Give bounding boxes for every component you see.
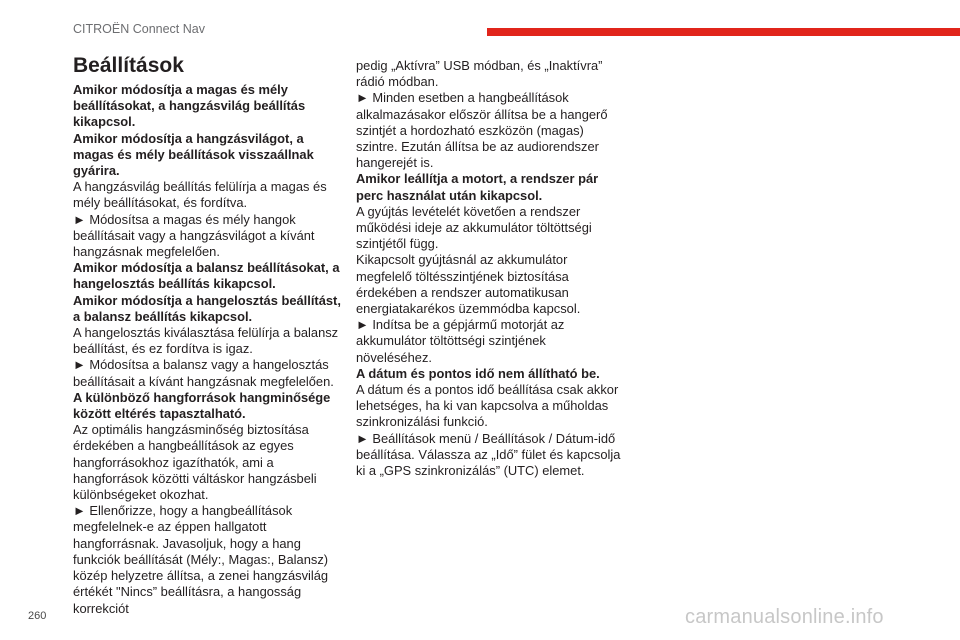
paragraph: ► Módosítsa a magas és mély hangok beállításait vagy a hangzásvilágot a kívánt hangzásnak megfelelően. [73, 211, 315, 260]
paragraph: Kikapcsolt gyújtásnál az akkumulátor megfelelő töltésszintjének biztosítása érdekében a rendszer automatikusan energiatakarékos üzemmódba kapcsol. [356, 252, 581, 317]
paragraph: ► Módosítsa a balansz vagy a hangelosztás beállításait a kívánt hangzásnak megfelelően. [73, 357, 334, 389]
left-column [73, 82, 341, 617]
bold-paragraph: A dátum és pontos idő nem állítható be. [356, 365, 600, 381]
bold-paragraph: Amikor módosítja a magas és mély beállításokat, a hangzásvilág beállítás kikapcsol. [73, 82, 306, 130]
paragraph: ► Ellenőrizze, hogy a hangbeállítások megfelelnek-e az éppen hallgatott hangforrásnak. Javasoljuk, hogy a hang funkciók beállítását (Mély:, Magas:, Balansz) közép helyzetre állítsa, a zenei hangzásvilág értékét "Nincs” beállításra, a hangosság korrekciót [73, 503, 329, 616]
bold-paragraph: Amikor módosítja a balansz beállításokat, a hangelosztás beállítás kikapcsol. [73, 260, 340, 292]
header-title: CITROËN Connect Nav [73, 22, 205, 36]
bold-paragraph: Amikor módosítja a hangelosztás beállítást, a balansz beállítás kikapcsol. [73, 292, 341, 324]
page-number: 260 [28, 610, 47, 622]
bold-paragraph: Amikor módosítja a hangzásvilágot, a magas és mély beállítások visszaállnak gyárira. [73, 130, 314, 179]
bold-paragraph: A különböző hangforrások hangminősége között eltérés tapasztalható. [73, 389, 331, 422]
paragraph: A gyújtás levételét követően a rendszer működési ideje az akkumulátor töltöttségi szintjétől függ. [356, 203, 592, 252]
paragraph: A dátum és a pontos idő beállítása csak akkor lehetséges, ha ki van kapcsolva a műholdas szinkronizálási funkció. [356, 382, 619, 430]
paragraph: ► Beállítások menü / Beállítások / Dátum-idő beállítása. Válassza az „Idő” fület és kapcsolja ki a „GPS szinkronizálás” (UTC) elemet. [356, 430, 621, 479]
paragraph: ► Indítsa be a gépjármű motorját az akkumulátor töltöttségi szintjének növeléséhez. [356, 317, 565, 365]
section-title: Beállítások [73, 54, 184, 77]
paragraph: Az optimális hangzásminőség biztosítása érdekében a hangbeállítások az egyes hangforrásokhoz igazíthatók, ami a hangforrások közötti váltáskor hangzásbeli különbségeket okozhat. [73, 422, 317, 503]
paragraph: A hangelosztás kiválasztása felülírja a balansz beállítást, és ez fordítva is igaz. [73, 325, 339, 357]
paragraph: A hangzásvilág beállítás felülírja a magas és mély beállításokat, és fordítva. [73, 179, 327, 211]
watermark[interactable]: carmanualsonline.info [685, 606, 884, 628]
paragraph: ► Minden esetben a hangbeállítások alkalmazásakor először állítsa be a hangerő szintjét a hordozható eszközön (magas) szintre. Ezután állítsa be az audiorendszer hangerejét is. [356, 90, 608, 171]
right-column [356, 58, 624, 479]
header-accent-bar [487, 28, 960, 36]
paragraph: pedig „Aktívra” USB módban, és „Inaktívra” rádió módban. [356, 58, 603, 90]
bold-paragraph: Amikor leállítja a motort, a rendszer pár perc használat után kikapcsol. [356, 171, 599, 203]
